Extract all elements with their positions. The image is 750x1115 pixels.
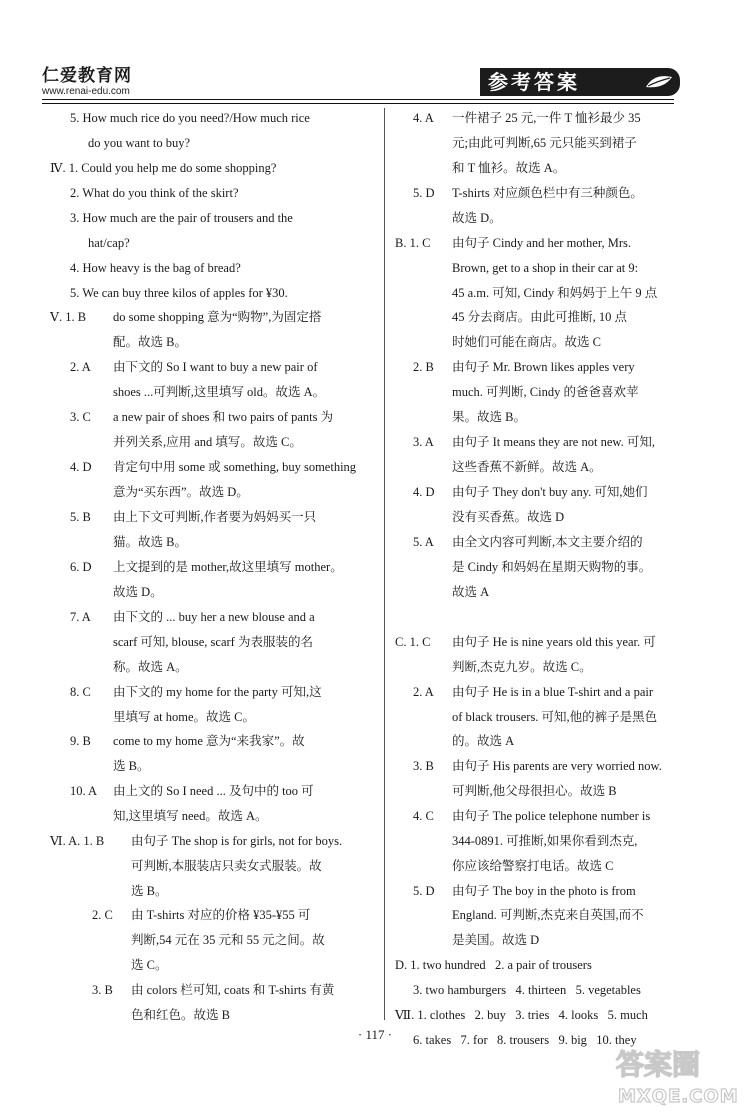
answer-key: 4. A	[413, 111, 434, 125]
explanation-line: of black trousers. 可知,他的裤子是黑色	[452, 710, 658, 724]
explanation-line: 和 T 恤衫。故选 A。	[452, 161, 566, 175]
explanation-line: 选 B。	[113, 759, 150, 773]
explanation-line: 判断,54 元在 35 元和 55 元之间。故	[131, 933, 325, 947]
answer-key: 4. C	[413, 809, 434, 823]
explanation-line: 由上下文可判断,作者要为妈妈买一只	[113, 510, 317, 524]
answer-key: 4. D	[70, 460, 92, 474]
answer-key: 2. B	[413, 360, 434, 374]
answer-key: 5. A	[413, 535, 434, 549]
answer-key: 2. A	[413, 685, 434, 699]
section-heading: Ⅳ. 1. Could you help me do some shopping?	[50, 161, 277, 175]
answer-key: 5. D	[413, 884, 435, 898]
explanation-line: 是美国。故选 D	[452, 933, 540, 947]
explanation-line: 果。故选 B。	[452, 410, 526, 424]
explanation-line: 猫。故选 B。	[113, 535, 187, 549]
answer-key: 4. D	[413, 485, 435, 499]
explanation-line: 选 C。	[131, 958, 168, 972]
explanation-line: 里填写 at home。故选 C。	[113, 710, 256, 724]
explanation-line: 45 a.m. 可知, Cindy 和妈妈于上午 9 点	[452, 286, 658, 300]
explanation-line: 由句子 It means they are not new. 可知,	[452, 435, 655, 449]
explanation-line: 可判断,本服装店只卖女式服装。故	[131, 859, 322, 873]
answer-key: Ⅵ. A. 1. B	[50, 834, 105, 848]
explanation-line: come to my home 意为“来我家”。故	[113, 734, 305, 748]
explanation-line: 由全文内容可判断,本文主要介绍的	[452, 535, 643, 549]
explanation-line: 并列关系,应用 and 填写。故选 C。	[113, 435, 302, 449]
explanation-line: 可判断,他父母很担心。故选 B	[452, 784, 617, 798]
answer-key: 10. A	[70, 784, 98, 798]
answer-key: C. 1. C	[395, 635, 431, 649]
page-number: · 117 ·	[357, 1027, 393, 1042]
explanation-line: 选 B。	[131, 884, 168, 898]
explanation-line: 由下文的 ... buy her a new blouse and a	[113, 610, 315, 624]
answer-line: D. 1. two hundred 2. a pair of trousers	[395, 958, 592, 972]
answer-key: 7. A	[70, 610, 91, 624]
answer-key: 8. C	[70, 685, 91, 699]
explanation-line: 是 Cindy 和妈妈在星期天购物的事。	[452, 560, 652, 574]
explanation-line: 故选 D。	[113, 585, 163, 599]
answer-line: 5. How much rice do you need?/How much rice	[70, 111, 310, 125]
explanation-line: 这些香蕉不新鲜。故选 A。	[452, 460, 602, 474]
answer-key: Ⅴ. 1. B	[50, 310, 87, 324]
explanation-line: 上文提到的是 mother,故这里填写 mother。	[113, 560, 343, 574]
explanation-line: much. 可判断, Cindy 的爸爸喜欢苹	[452, 385, 639, 399]
explanation-line: 意为“买东西”。故选 D。	[113, 485, 249, 499]
explanation-line: 由句子 He is nine years old this year. 可	[452, 635, 656, 649]
watermark-logo	[610, 1040, 740, 1110]
explanation-line: 由句子 They don't buy any. 可知,她们	[452, 485, 648, 499]
answer-line: 3. two hamburgers 4. thirteen 5. vegetables	[413, 983, 641, 997]
explanation-line: 由下文的 my home for the party 可知,这	[113, 685, 322, 699]
answer-key: 5. B	[70, 510, 91, 524]
answer-key: 5. D	[413, 186, 435, 200]
explanation-line: Brown, get to a shop in their car at 9:	[452, 261, 639, 275]
answer-banner	[480, 68, 680, 96]
explanation-line: 没有买香蕉。故选 D	[452, 510, 565, 524]
explanation-line: 你应该给警察打电话。故选 C	[452, 859, 614, 873]
explanation-line: 344-0891. 可推断,如果你看到杰克,	[452, 834, 638, 848]
section-heading: Ⅶ. 1. clothes 2. buy 3. tries 4. looks 5. much	[395, 1008, 648, 1022]
explanation-line: 一件裙子 25 元,一件 T 恤衫最少 35	[452, 111, 641, 125]
answer-key: B. 1. C	[395, 236, 431, 250]
explanation-line: 由上文的 So I need ... 及句中的 too 可	[113, 784, 314, 798]
explanation-line: 由句子 The police telephone number is	[452, 809, 651, 823]
answer-line: do you want to buy?	[88, 136, 191, 150]
watermark-url: MXQE.COM	[618, 1086, 739, 1107]
answer-key: 6. D	[70, 560, 92, 574]
column-divider	[384, 108, 385, 1020]
explanation-line: 肯定句中用 some 或 something, buy something	[113, 460, 357, 474]
answer-key: 2. A	[70, 360, 91, 374]
explanation-line: 时她们可能在商店。故选 C	[452, 335, 601, 349]
explanation-line: 配。故选 B。	[113, 335, 187, 349]
answer-line: 2. What do you think of the skirt?	[70, 186, 239, 200]
answer-key: 3. A	[413, 435, 434, 449]
explanation-line: scarf 可知, blouse, scarf 为表服装的名	[113, 635, 313, 649]
answer-key: 3. B	[92, 983, 113, 997]
explanation-line: 由句子 He is in a blue T-shirt and a pair	[452, 685, 654, 699]
explanation-line: do some shopping 意为“购物”,为固定搭	[113, 310, 322, 324]
answer-key: 9. B	[70, 734, 91, 748]
brand-url: www.renai-edu.com	[42, 86, 130, 97]
answer-key: 3. B	[413, 759, 434, 773]
leaf-icon	[644, 73, 674, 91]
explanation-line: 故选 A	[452, 585, 490, 599]
answer-line: 5. We can buy three kilos of apples for ¥30.	[70, 286, 288, 300]
banner-title: 参考答案	[488, 70, 580, 94]
explanation-line: 由 colors 栏可知, coats 和 T-shirts 有黄	[131, 983, 335, 997]
explanation-line: 判断,杰克九岁。故选 C。	[452, 660, 592, 674]
explanation-line: 由句子 The boy in the photo is from	[452, 884, 636, 898]
explanation-line: 由句子 The shop is for girls, not for boys.	[131, 834, 343, 848]
explanation-line: T-shirts 对应颜色栏中有三种颜色。	[452, 186, 643, 200]
header-rule-thin	[42, 103, 674, 104]
explanation-line: 由下文的 So I want to buy a new pair of	[113, 360, 318, 374]
explanation-line: 由句子 Cindy and her mother, Mrs.	[452, 236, 631, 250]
explanation-line: 知,这里填写 need。故选 A。	[113, 809, 268, 823]
explanation-line: 45 分去商店。由此可推断, 10 点	[452, 310, 628, 324]
answer-key: 3. C	[70, 410, 91, 424]
explanation-line: 的。故选 A	[452, 734, 515, 748]
header-rule	[42, 99, 674, 100]
answer-key: 2. C	[92, 908, 113, 922]
explanation-line: 由句子 His parents are very worried now.	[452, 759, 662, 773]
answer-line: 3. How much are the pair of trousers and the	[70, 211, 293, 225]
explanation-line: shoes ...可判断,这里填写 old。故选 A。	[113, 385, 326, 399]
brand-name: 仁爱教育网	[42, 66, 132, 86]
answer-line: hat/cap?	[88, 236, 130, 250]
answer-line: 6. takes 7. for 8. trousers 9. big 10. they	[413, 1033, 637, 1047]
answer-line: 4. How heavy is the bag of bread?	[70, 261, 241, 275]
watermark-text: 答案圈	[616, 1048, 701, 1081]
explanation-line: 由句子 Mr. Brown likes apples very	[452, 360, 635, 374]
explanation-line: 元;由此可判断,65 元只能买到裙子	[452, 136, 637, 150]
brand-logo	[42, 66, 132, 98]
explanation-line: a new pair of shoes 和 two pairs of pants 为	[113, 410, 334, 424]
explanation-line: England. 可判断,杰克来自英国,而不	[452, 908, 644, 922]
explanation-line: 色和红色。故选 B	[131, 1008, 230, 1022]
explanation-line: 故选 D。	[452, 211, 502, 225]
explanation-line: 称。故选 A。	[113, 660, 188, 674]
explanation-line: 由 T-shirts 对应的价格 ¥35-¥55 可	[131, 908, 311, 922]
